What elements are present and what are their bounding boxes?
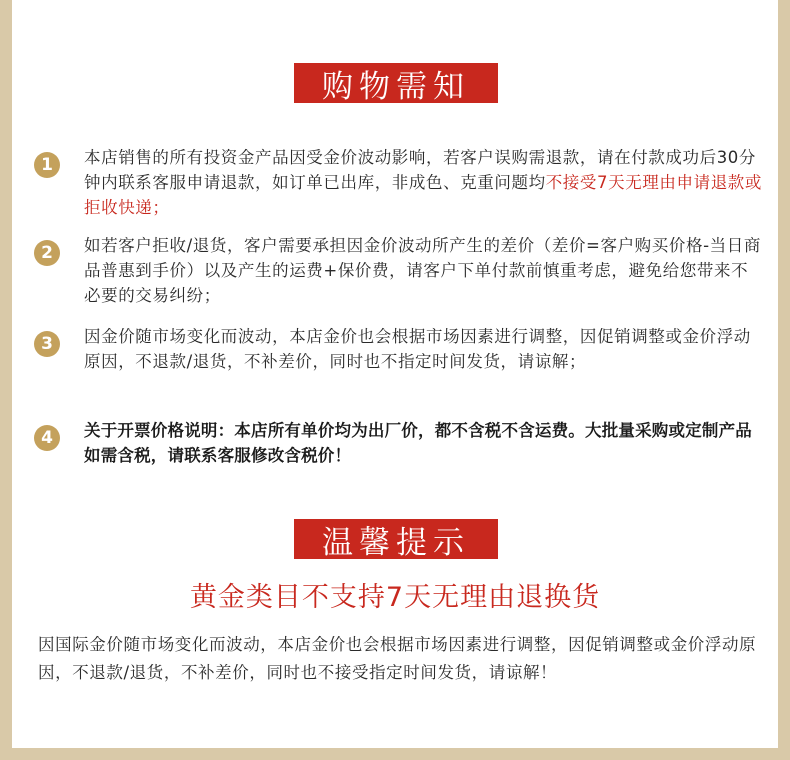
notice-item-1-text bbox=[84, 145, 764, 220]
number-badge-1: 1 bbox=[34, 152, 60, 178]
notice-item-4-text: 关于开票价格说明：本店所有单价均为出厂价，都不含税不含运费。大批量采购或定制产品如需含税，请联系客服修改含税价！ bbox=[84, 421, 752, 465]
number-badge-2: 2 bbox=[34, 240, 60, 266]
shopping-notice-banner bbox=[294, 63, 498, 103]
notice-item-1-highlight: 不接受7天无理由申请退款或拒收快递； bbox=[84, 173, 763, 217]
notice-panel bbox=[12, 0, 778, 748]
notice-item-3-text: 因金价随市场变化而波动，本店金价也会根据市场因素进行调整，因促销调整或金价浮动原因，不退款/退货，不补差价，同时也不指定时间发货，请谅解； bbox=[84, 327, 751, 371]
shopping-notice-title: 购物需知 bbox=[322, 68, 470, 105]
warm-tip-text: 因国际金价随市场变化而波动，本店金价也会根据市场因素进行调整，因促销调整或金价浮动原因，不退款/退货，不补差价，同时也不接受指定时间发货，请谅解！ bbox=[38, 635, 757, 682]
number-badge-3: 3 bbox=[34, 331, 60, 357]
warm-tip-title: 温馨提示 bbox=[322, 524, 470, 561]
notice-item-1-body: 本店销售的所有投资金产品因受金价波动影响，若客户误购需退款，请在付款成功后30分钟内联系客服申请退款，如订单已出库，非成色、克重问题均 bbox=[84, 148, 756, 192]
return-policy-headline: 黄金类目不支持7天无理由退换货 bbox=[189, 582, 601, 613]
number-badge-4: 4 bbox=[34, 425, 60, 451]
notice-item-2-text: 如若客户拒收/退货，客户需要承担因金价波动所产生的差价（差价=客户购买价格-当日商品普惠到手价）以及产生的运费+保价费，请客户下单付款前慎重考虑，避免给您带来不必要的交易纠纷； bbox=[84, 236, 761, 305]
warm-tip-banner bbox=[294, 519, 498, 559]
